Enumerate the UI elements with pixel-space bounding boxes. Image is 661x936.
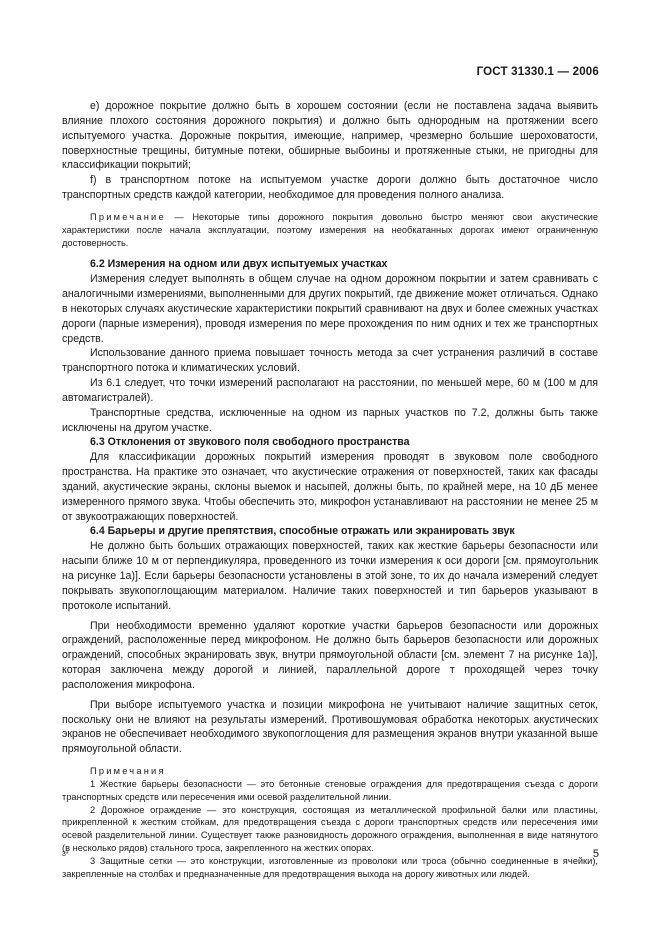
note-item-3: 3 Защитные сетки — это конструкции, изготовленные из проволоки или троса (обычно соединенные в ячейки), закрепленные на столбах и предназначенные для предотвращения выхода на дорогу животных или людей. <box>62 855 598 879</box>
note-item-1: 1 Жесткие барьеры безопасности — это бетонные стеновые ограждения для предотвращения съезда с дороги транспортных средств или пересечения ими осевой разделительной линии. <box>62 778 598 802</box>
item-e: е) дорожное покрытие должно быть в хорошем состоянии (если не поставлена задача выявить влияние плохого состояния дорожного покрытия) и должно быть однородным на протяжении всего испытуемого участка. Дорожные покрытия, имеющие, например, чрезмерно большие шероховатости, поверхностные трещины, битумные потеки, обширные выбоины и протяженные стыки, не пригодны для классификации покрытий; <box>62 100 598 172</box>
section-6-4-para-2: При необходимости временно удаляют короткие участки барьеров безопасности или дорожных ограждений, расположенные перед микрофоном. Не должно быть барьеров безопасности или дорожных ограждений, способных экранировать звук, внутри прямоугольной области [см. элемент 7 на рисунке 1а)], которая заключена между дорогой и линией, параллельной дороге т проходящей через точку расположения микрофона. <box>62 619 598 691</box>
section-6-2-para-2: Использование данного приема повышает точность метода за счет устранения различий в составе транспортного потока и климатических условий. <box>62 347 598 375</box>
section-6-2-para-1: Измерения следует выполнять в общем случае на одном дорожном покрытии и затем сравнивать с аналогичными измерениями, выполненными для других покрытий, где движение может отличаться. Однако в некоторых случаях акустические характеристики покрытий сравнивают на двух и более смежных участках дороги (парные измерения), проводя измерения по мере прохождения по ним одних и тех же транспортных средств. <box>62 273 598 345</box>
document-body <box>62 99 598 880</box>
section-6-2-para-3: Из 6.1 следует, что точки измерений располагают на расстоянии, по меньшей мере, 60 м (100 м для автомагистралей). <box>62 377 598 404</box>
section-6-4-para-1: Не должно быть больших отражающих поверхностей, таких как жесткие барьеры безопасности или насыпи ближе 10 м от перпендикуляра, проведенного из точки измерения к оси дороги [см. прямоугольник на рисунке 1а)]. Если барьеры безопасности установлены в этой зоне, то их до начала измерений следует покрывать звукопоглощающим материалом. Наличие таких поверхностей и тип барьеров указывают в протоколе испытаний. <box>62 540 598 612</box>
section-6-4-para-3: При выборе испытуемого участка и позиции микрофона не учитывают наличие защитных сеток, поскольку они не влияют на результаты измерений. Противошумовая обработка некоторых акустических экранов не обеспечивает необходимого звукопоглощения для размещения экранов внутри указанной выше прямоугольной области. <box>62 698 598 756</box>
note-1-text: — Некоторые типы дорожного покрытия довольно быстро меняют свои акустические характеристики после начала эксплуатации, поэтому измерения на необкатанных дорогах имеют ограниченную достоверность. <box>62 211 598 248</box>
section-6-3-title: 6.3 Отклонения от звукового поля свободного пространства <box>90 436 410 449</box>
section-6-2-title: 6.2 Измерения на одном или двух испытуемых участках <box>90 258 388 271</box>
note-item-2: 2 Дорожное ограждение — это конструкция, состоящая из металлической профильной балки или пластины, прикрепленной к жестким стойкам, для предотвращения съезда с дороги транспортных средств или пересечения ими осевой разделительной линии. Существует также разновидность дорожного ограждения, выполненная в виде натянутого (в несколько рядов) стального троса, закрепленного на жестких опорах. <box>62 804 598 853</box>
section-6-3-para-1: Для классификации дорожных покрытий измерения проводят в звуковом поле свободного пространства. На практике это означает, что акустические отражения от поверхностей, таких как фасады зданий, акустические экраны, склоны выемок и насыпей, должны быть, по крайней мере, на 10 дБ менее измеренного прямого звука. Чтобы обеспечить это, микрофон устанавливают на расстоянии не менее 25 м от звукоотражающих поверхностей. <box>62 451 598 523</box>
item-f: f) в транспортном потоке на испытуемом участке дороги должно быть достаточное число транспортных средств каждой категории, необходимое для проведения полного анализа. <box>62 174 598 202</box>
standard-header: ГОСТ 31330.1 — 2006 <box>476 66 599 78</box>
signature-mark: 3* <box>62 851 69 858</box>
note-1-label: Примечание <box>90 211 166 222</box>
notes-label: Примечания <box>90 766 166 777</box>
page-number: 5 <box>592 848 599 860</box>
section-6-4-title: 6.4 Барьеры и другие препятствия, способные отражать или экранировать звук <box>90 525 515 538</box>
section-6-2-para-4: Транспортные средства, исключенные на одном из парных участков по 7.2, должны быть также исключены на другом участке. <box>62 406 598 434</box>
note-1 <box>62 211 598 249</box>
